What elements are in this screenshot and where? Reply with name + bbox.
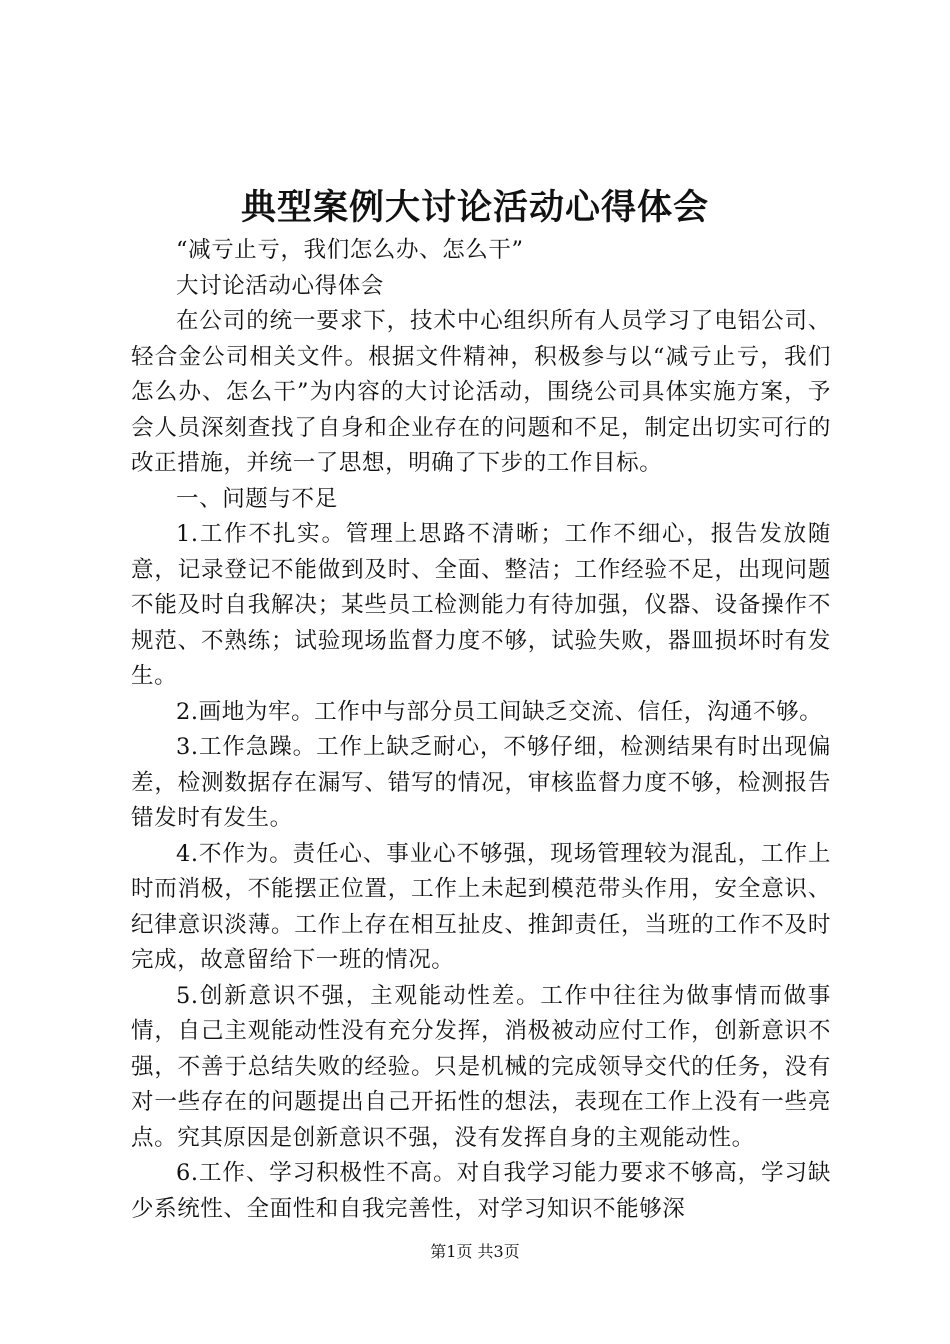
item-paragraph-6: 6.工作、学习积极性不高。对自我学习能力要求不够高，学习缺少系统性、全面性和自我完善性，对学习知识不能够深 bbox=[131, 1160, 831, 1222]
item-paragraph-3: 3.工作急躁。工作上缺乏耐心，不够仔细，检测结果有时出现偏差，检测数据存在漏写、错写的情况，审核监督力度不够，检测报告错发时有发生。 bbox=[131, 734, 831, 831]
item-paragraph-1: 1.工作不扎实。管理上思路不清晰；工作不细心，报告发放随意，记录登记不能做到及时、全面、整洁；工作经验不足，出现问题不能及时自我解决；某些员工检测能力有待加强，仪器、设备操作不规范、不熟练；试验现场监督力度不够，试验失败，器皿损坏时有发生。 bbox=[131, 521, 831, 689]
item-paragraph-4: 4.不作为。责任心、事业心不够强，现场管理较为混乱，工作上时而消极，不能摆正位置，工作上未起到模范带头作用，安全意识、纪律意识淡薄。工作上存在相互扯皮、推卸责任，当班的工作不及时完成，故意留给下一班的情况。 bbox=[131, 840, 831, 973]
item-paragraph-2: 2.画地为牢。工作中与部分员工间缺乏交流、信任，沟通不够。 bbox=[176, 698, 823, 725]
document-body bbox=[131, 233, 831, 1227]
subtitle-line-1: “减亏止亏，我们怎么办、怎么干” bbox=[176, 237, 524, 263]
item-paragraph-5: 5.创新意识不强，主观能动性差。工作中往往为做事情而做事情，自己主观能动性没有充分发挥，消极被动应付工作，创新意识不强，不善于总结失败的经验。只是机械的完成领导交代的任务，没有对一些存在的问题提出自己开拓性的想法，表现在工作上没有一些亮点。究其原因是创新意识不强，没有发挥自身的主观能动性。 bbox=[131, 982, 831, 1151]
subtitle-line-2: 大讨论活动心得体会 bbox=[176, 272, 384, 299]
page-number-footer: 第1页 共3页 bbox=[430, 1242, 520, 1261]
intro-paragraph: 在公司的统一要求下，技术中心组织所有人员学习了电铝公司、轻合金公司相关文件。根据文件精神，积极参与以“减亏止亏，我们怎么办、怎么干”为内容的大讨论活动，围绕公司具体实施方案，予会人员深刻查找了自身和企业存在的问题和不足，制定出切实可行的改正措施，并统一了思想，明确了下步的工作目标。 bbox=[131, 308, 831, 476]
document-title: 典型案例大讨论活动心得体会 bbox=[240, 187, 709, 228]
section-heading: 一、问题与不足 bbox=[176, 485, 338, 512]
